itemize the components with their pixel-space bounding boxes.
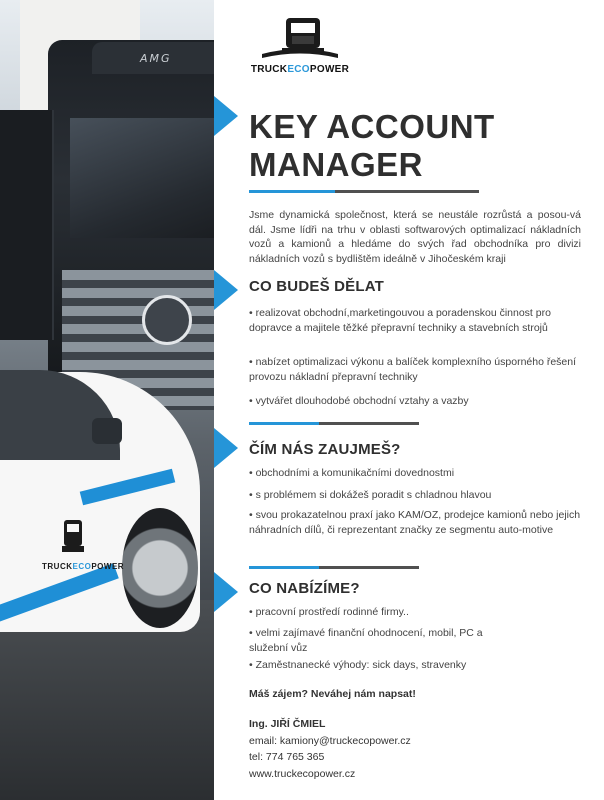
truck-icon <box>56 514 90 558</box>
chevron-right-icon <box>214 270 238 310</box>
title-line-1: KEY ACCOUNT <box>249 108 495 145</box>
list-item: • velmi zajímavé finanční ohodnocení, mobil, PC a služební vůz <box>249 627 483 654</box>
car-wheel <box>122 508 198 628</box>
list-item: • Zaměstnanecké výhody: sick days, stravenky <box>249 659 467 671</box>
section-heading: CO NABÍZÍME? <box>249 580 360 597</box>
mercedes-star-icon <box>142 295 192 345</box>
car-logo: TRUCKECOPOWER <box>42 562 125 571</box>
list-item: • s problémem si dokážeš poradit s chladnou hlavou <box>249 489 492 501</box>
contact-website[interactable]: www.truckecopower.cz <box>249 767 356 780</box>
section-heading: CO BUDEŠ DĚLAT <box>249 278 385 295</box>
title-line-2: MANAGER <box>249 146 423 183</box>
list-item: • vytvářet dlouhodobé obchodní vztahy a vazby <box>249 395 469 407</box>
list-item: • obchodními a komunikačními dovednostmi <box>249 467 455 479</box>
contact-block <box>249 716 411 782</box>
list-item: • pracovní prostředí rodinné firmy.. <box>249 606 409 618</box>
truck-logo-icon <box>252 14 348 64</box>
list-item: • svou prokazatelnou praxí jako KAM/OZ, prodejce kamionů nebo jejich náhradních dílů, či reprezentant značky ze segmentu auto-motive <box>249 509 581 536</box>
chevron-right-icon <box>214 96 238 136</box>
divider <box>249 566 419 569</box>
page-title <box>249 108 495 184</box>
divider <box>249 422 419 425</box>
list-item: • realizovat obchodní,marketingouvou a poradenskou činnost pro dopravce a majitele těžké přepravní techniky a stavebních strojů <box>249 307 551 334</box>
call-to-action: Máš zájem? Neváhej nám napsat! <box>249 688 416 700</box>
contact-email[interactable]: email: kamiony@truckecopower.cz <box>249 734 411 747</box>
logo-wordmark: TRUCKECOPOWER <box>250 64 350 75</box>
chevron-right-icon <box>214 572 238 612</box>
section-heading: ČÍM NÁS ZAUJMEŠ? <box>249 441 401 458</box>
contact-name: Ing. JIŘÍ ČMIEL <box>249 718 326 730</box>
contact-phone[interactable]: tel: 774 765 365 <box>249 751 325 763</box>
list-item: • nabízet optimalizaci výkonu a balíček komplexního úsporného řešení provozu nákladní přepravní techniky <box>249 356 577 383</box>
chevron-right-icon <box>214 428 238 468</box>
company-logo <box>250 14 350 86</box>
truck-roof-badge: AMG <box>140 52 172 65</box>
hero-photo <box>0 0 214 800</box>
divider <box>249 190 479 193</box>
intro-paragraph: Jsme dynamická společnost, která se neustále rozrůstá a posou-vá dál. Jsme lídři na trhu v oblasti softwarových optimalizací nákladních vozů a kamionů a hledáme do svých řad obchodníka pro divizi nákladních vozů s bydlištěm ideálně v Jihočeském kraji <box>249 209 581 265</box>
